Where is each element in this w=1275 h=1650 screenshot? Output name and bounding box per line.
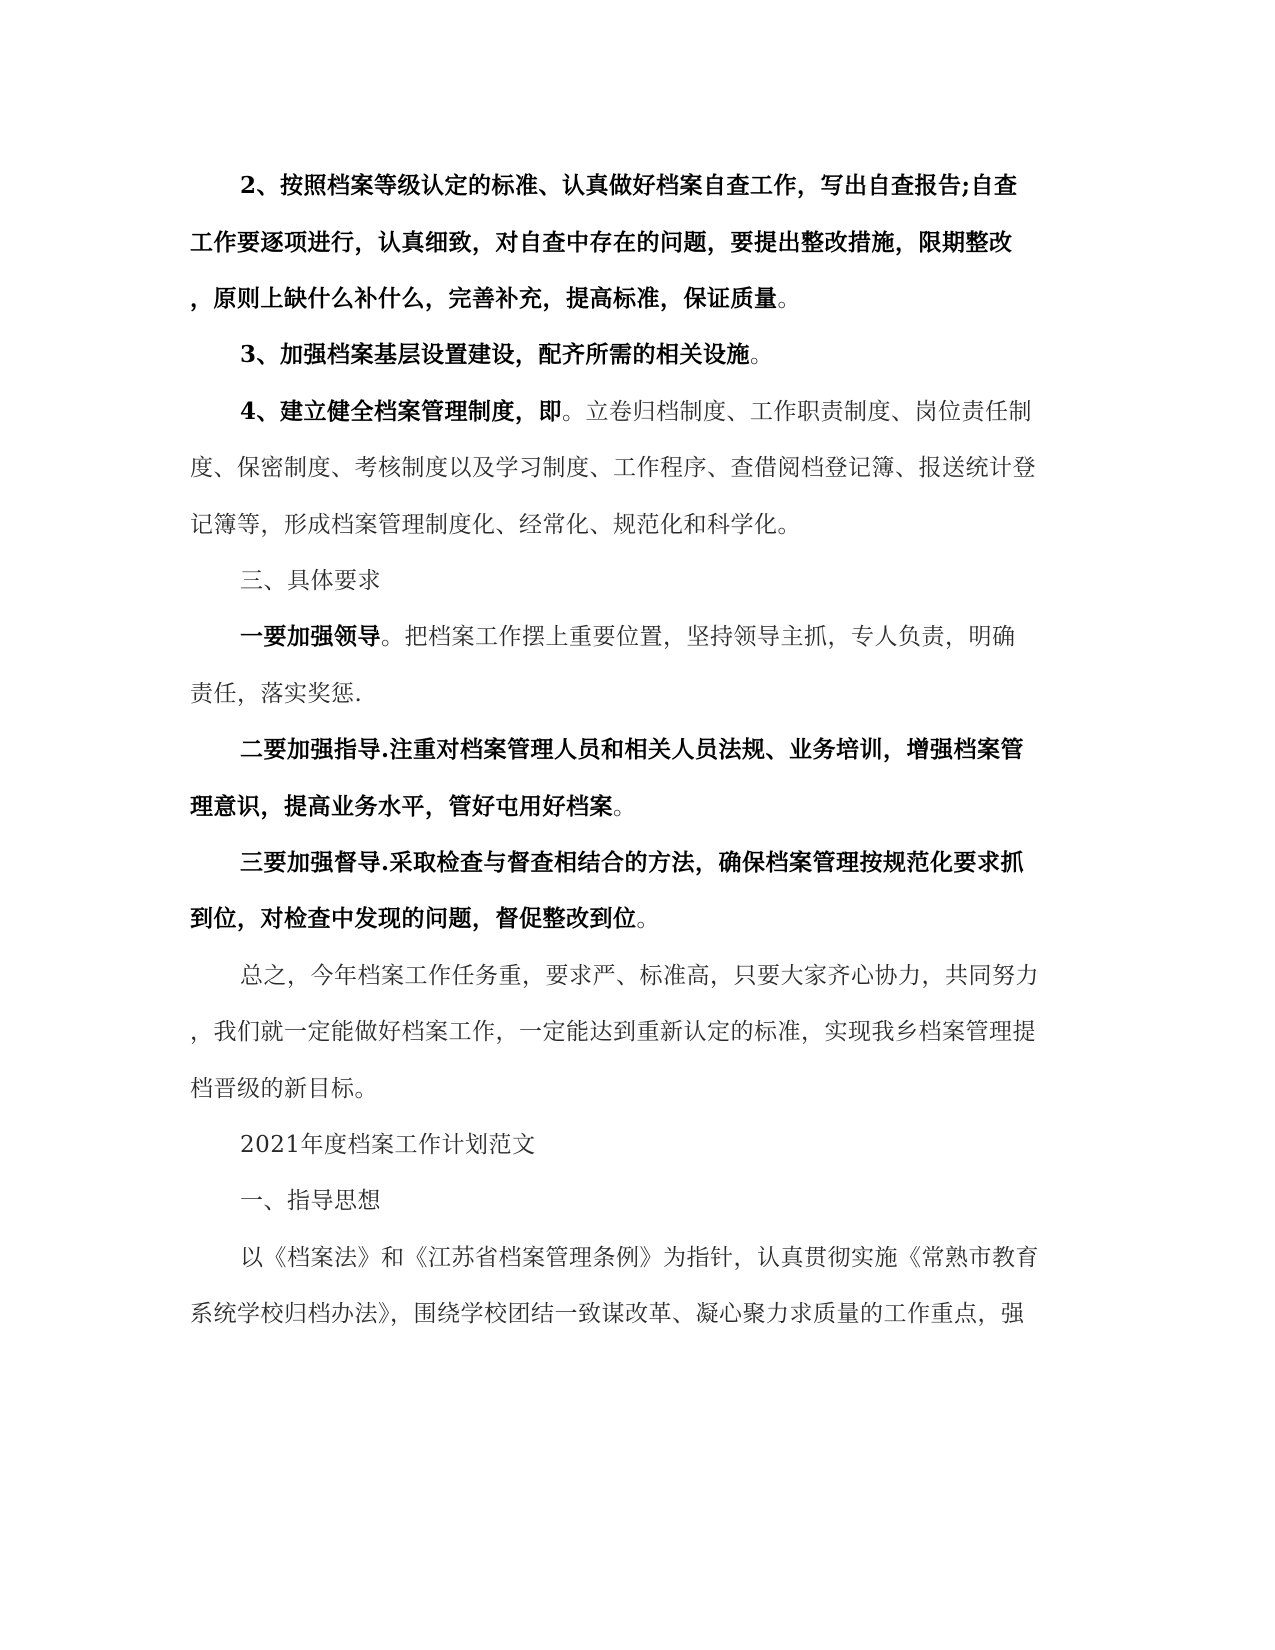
paragraph-line xyxy=(190,510,1090,540)
paragraph-line xyxy=(190,1299,1090,1329)
paragraph-line xyxy=(190,1017,1090,1047)
text-segment: 三、具体要求 xyxy=(240,568,381,594)
text-segment: 工作要逐项进行，认真细致，对自查中存在的问题，要提出整改措施，限期整改 xyxy=(190,229,1013,256)
paragraph-line xyxy=(190,792,1090,822)
text-segment: 。立卷归档制度、工作职责制度、岗位责任制 xyxy=(562,399,1033,425)
paragraph-line xyxy=(240,622,1090,652)
text-segment: 。 xyxy=(613,794,637,820)
text-segment: 。 xyxy=(636,906,660,932)
text-segment: 总之，今年档案工作任务重，要求严、标准高，只要大家齐心协力，共同努力 xyxy=(240,963,1039,989)
paragraph-line xyxy=(190,904,1090,934)
text-segment: 以《档案法》和《江苏省档案管理条例》为指针，认真贯彻实施《常熟市教育 xyxy=(240,1245,1039,1271)
paragraph-line xyxy=(240,961,1090,991)
text-segment: 一要加强领导 xyxy=(240,623,381,650)
text-segment: 度、保密制度、考核制度以及学习制度、工作程序、查借阅档登记簿、报送统计登 xyxy=(190,455,1036,481)
text-segment: 一、指导思想 xyxy=(240,1188,381,1214)
text-segment: 。把档案工作摆上重要位置，坚持领导主抓，专人负责，明确 xyxy=(381,624,1016,650)
paragraph-line xyxy=(190,228,1090,258)
paragraph-line xyxy=(240,397,1090,427)
paragraph-line xyxy=(190,679,1090,709)
paragraph-line xyxy=(240,340,1090,370)
text-segment: ，我们就一定能做好档案工作，一定能达到重新认定的标准，实现我乡档案管理提 xyxy=(190,1019,1036,1045)
text-segment: ，原则上缺什么补什么，完善补充，提高标准，保证质量 xyxy=(190,285,778,312)
text-segment: 。 xyxy=(750,342,774,368)
paragraph-line xyxy=(240,848,1090,878)
section-heading xyxy=(240,566,1090,596)
text-segment: 责任，落实奖惩. xyxy=(190,681,363,707)
text-segment: 档晋级的新目标。 xyxy=(190,1076,378,1102)
paragraph-line xyxy=(190,453,1090,483)
text-segment: 二要加强指导.注重对档案管理人员和相关人员法规、业务培训，增强档案管 xyxy=(240,736,1025,763)
paragraph-line xyxy=(240,1243,1090,1273)
paragraph-line xyxy=(190,1074,1090,1104)
paragraph-line xyxy=(190,284,1090,314)
document-title xyxy=(240,1130,1090,1160)
paragraph-line xyxy=(240,171,1090,201)
text-segment: 记簿等，形成档案管理制度化、经常化、规范化和科学化。 xyxy=(190,512,801,538)
text-segment: 2021年度档案工作计划范文 xyxy=(240,1132,536,1158)
text-segment: 3、加强档案基层设置建设，配齐所需的相关设施 xyxy=(240,341,751,368)
text-segment: 系统学校归档办法》，围绕学校团结一致谋改革、凝心聚力求质量的工作重点，强 xyxy=(190,1301,1025,1327)
text-segment: 4、建立健全档案管理制度，即 xyxy=(240,398,563,425)
text-segment: 三要加强督导.采取检查与督查相结合的方法，确保档案管理按规范化要求抓 xyxy=(240,849,1025,876)
paragraph-line xyxy=(240,735,1090,765)
text-segment: 。 xyxy=(777,286,801,312)
text-segment: 2、按照档案等级认定的标准、认真做好档案自查工作，写出自查报告;自查 xyxy=(240,172,1018,199)
text-segment: 到位，对检查中发现的问题，督促整改到位 xyxy=(190,905,637,932)
section-heading xyxy=(240,1186,1090,1216)
text-segment: 理意识，提高业务水平，管好屯用好档案 xyxy=(190,793,613,820)
